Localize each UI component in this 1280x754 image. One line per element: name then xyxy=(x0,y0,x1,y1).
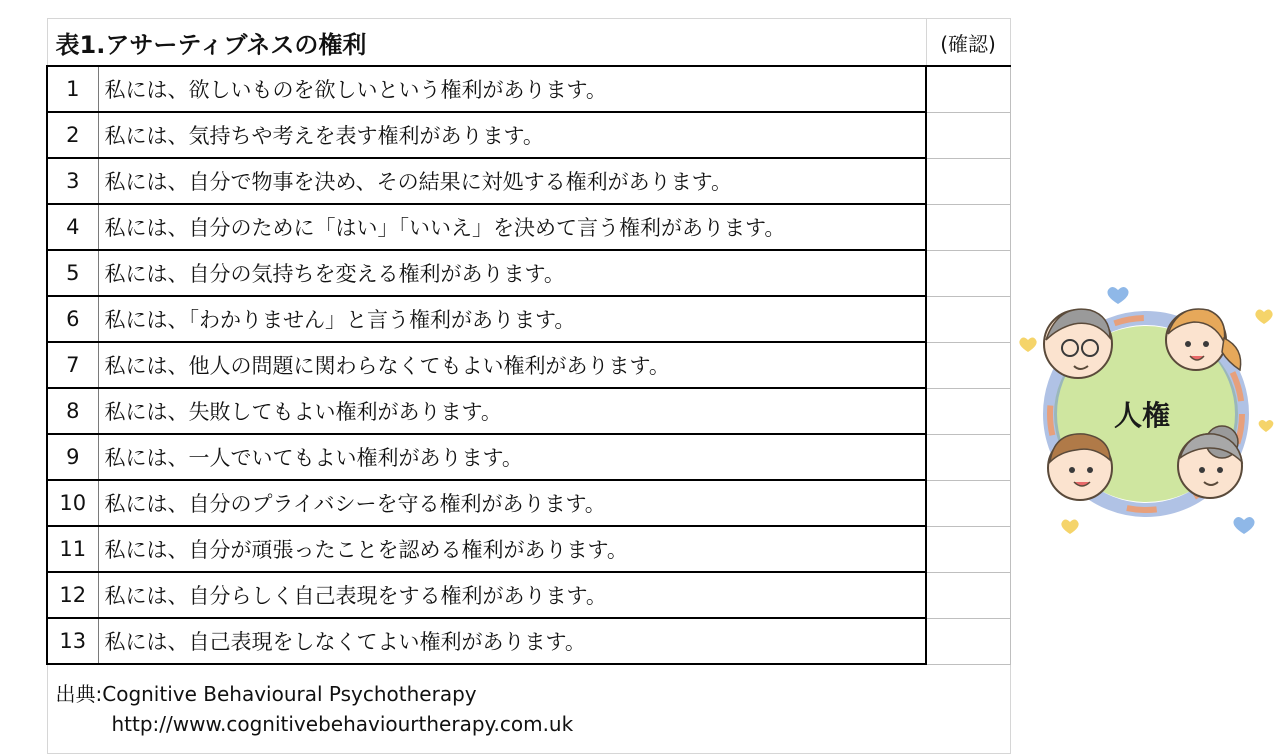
heart-icon xyxy=(1255,310,1272,325)
right-statement: 私には、欲しいものを欲しいという権利があります。 xyxy=(98,66,926,112)
row-number: 13 xyxy=(47,618,98,664)
confirm-check-cell[interactable] xyxy=(926,388,1010,434)
table-row xyxy=(47,618,1010,664)
row-number: 7 xyxy=(47,342,98,388)
table-row xyxy=(47,296,1010,342)
source-row xyxy=(47,664,1010,754)
heart-icon xyxy=(1019,338,1036,353)
row-number: 4 xyxy=(47,204,98,250)
table-row xyxy=(47,480,1010,526)
confirm-check-cell[interactable] xyxy=(926,296,1010,342)
row-number: 6 xyxy=(47,296,98,342)
confirm-check-cell[interactable] xyxy=(926,480,1010,526)
boy-figure xyxy=(1048,434,1112,500)
table-row xyxy=(47,434,1010,480)
table-row xyxy=(47,204,1010,250)
table-title: 表1.アサーティブネスの権利 xyxy=(47,19,926,67)
right-statement: 私には、自分のプライバシーを守る権利があります。 xyxy=(98,480,926,526)
row-number: 5 xyxy=(47,250,98,296)
table-row xyxy=(47,66,1010,112)
human-rights-label: 人権 xyxy=(1114,399,1171,432)
right-statement: 私には、自分で物事を決め、その結果に対処する権利があります。 xyxy=(98,158,926,204)
assertiveness-rights-table xyxy=(46,18,1011,754)
confirm-check-cell[interactable] xyxy=(926,112,1010,158)
source-label: 出典:Cognitive Behavioural Psychotherapy xyxy=(55,682,477,706)
right-statement: 私には、自分らしく自己表現をする権利があります。 xyxy=(98,572,926,618)
right-statement: 私には、自分のために「はい」「いいえ」を決めて言う権利があります。 xyxy=(98,204,926,250)
row-number: 12 xyxy=(47,572,98,618)
confirm-check-cell[interactable] xyxy=(926,66,1010,112)
table-row xyxy=(47,342,1010,388)
right-statement: 私には、他人の問題に関わらなくてもよい権利があります。 xyxy=(98,342,926,388)
row-number: 10 xyxy=(47,480,98,526)
confirm-check-cell[interactable] xyxy=(926,342,1010,388)
table-row xyxy=(47,112,1010,158)
row-number: 3 xyxy=(47,158,98,204)
confirm-column-header: (確認) xyxy=(926,19,1010,67)
source-citation xyxy=(47,664,926,754)
source-url: http://www.cognitivebehaviourtherapy.com.uk xyxy=(111,712,574,736)
right-statement: 私には、「わかりません」と言う権利があります。 xyxy=(98,296,926,342)
confirm-check-cell[interactable] xyxy=(926,250,1010,296)
table-row xyxy=(47,388,1010,434)
table-title-row xyxy=(47,19,1010,67)
girl-figure xyxy=(1166,309,1241,370)
confirm-check-cell[interactable] xyxy=(926,204,1010,250)
row-number: 8 xyxy=(47,388,98,434)
table-row xyxy=(47,572,1010,618)
right-statement: 私には、気持ちや考えを表す権利があります。 xyxy=(98,112,926,158)
table-row xyxy=(47,526,1010,572)
row-number: 1 xyxy=(47,66,98,112)
heart-icon xyxy=(1061,520,1078,535)
right-statement: 私には、自分が頑張ったことを認める権利があります。 xyxy=(98,526,926,572)
heart-icon xyxy=(1107,287,1128,304)
heart-icon xyxy=(1259,420,1274,432)
confirm-check-cell[interactable] xyxy=(926,572,1010,618)
grandfather-figure xyxy=(1044,309,1112,378)
confirm-check-cell[interactable] xyxy=(926,434,1010,480)
row-number: 9 xyxy=(47,434,98,480)
table-row xyxy=(47,158,1010,204)
right-statement: 私には、自己表現をしなくてよい権利があります。 xyxy=(98,618,926,664)
confirm-check-cell[interactable] xyxy=(926,526,1010,572)
right-statement: 私には、自分の気持ちを変える権利があります。 xyxy=(98,250,926,296)
source-check-cell xyxy=(926,664,1010,754)
right-statement: 私には、一人でいてもよい権利があります。 xyxy=(98,434,926,480)
table-row xyxy=(47,250,1010,296)
confirm-check-cell[interactable] xyxy=(926,618,1010,664)
right-statement: 私には、失敗してもよい権利があります。 xyxy=(98,388,926,434)
row-number: 2 xyxy=(47,112,98,158)
rights-rows xyxy=(47,66,1010,664)
human-rights-illustration xyxy=(1018,282,1280,538)
heart-icon xyxy=(1233,517,1254,534)
confirm-check-cell[interactable] xyxy=(926,158,1010,204)
row-number: 11 xyxy=(47,526,98,572)
